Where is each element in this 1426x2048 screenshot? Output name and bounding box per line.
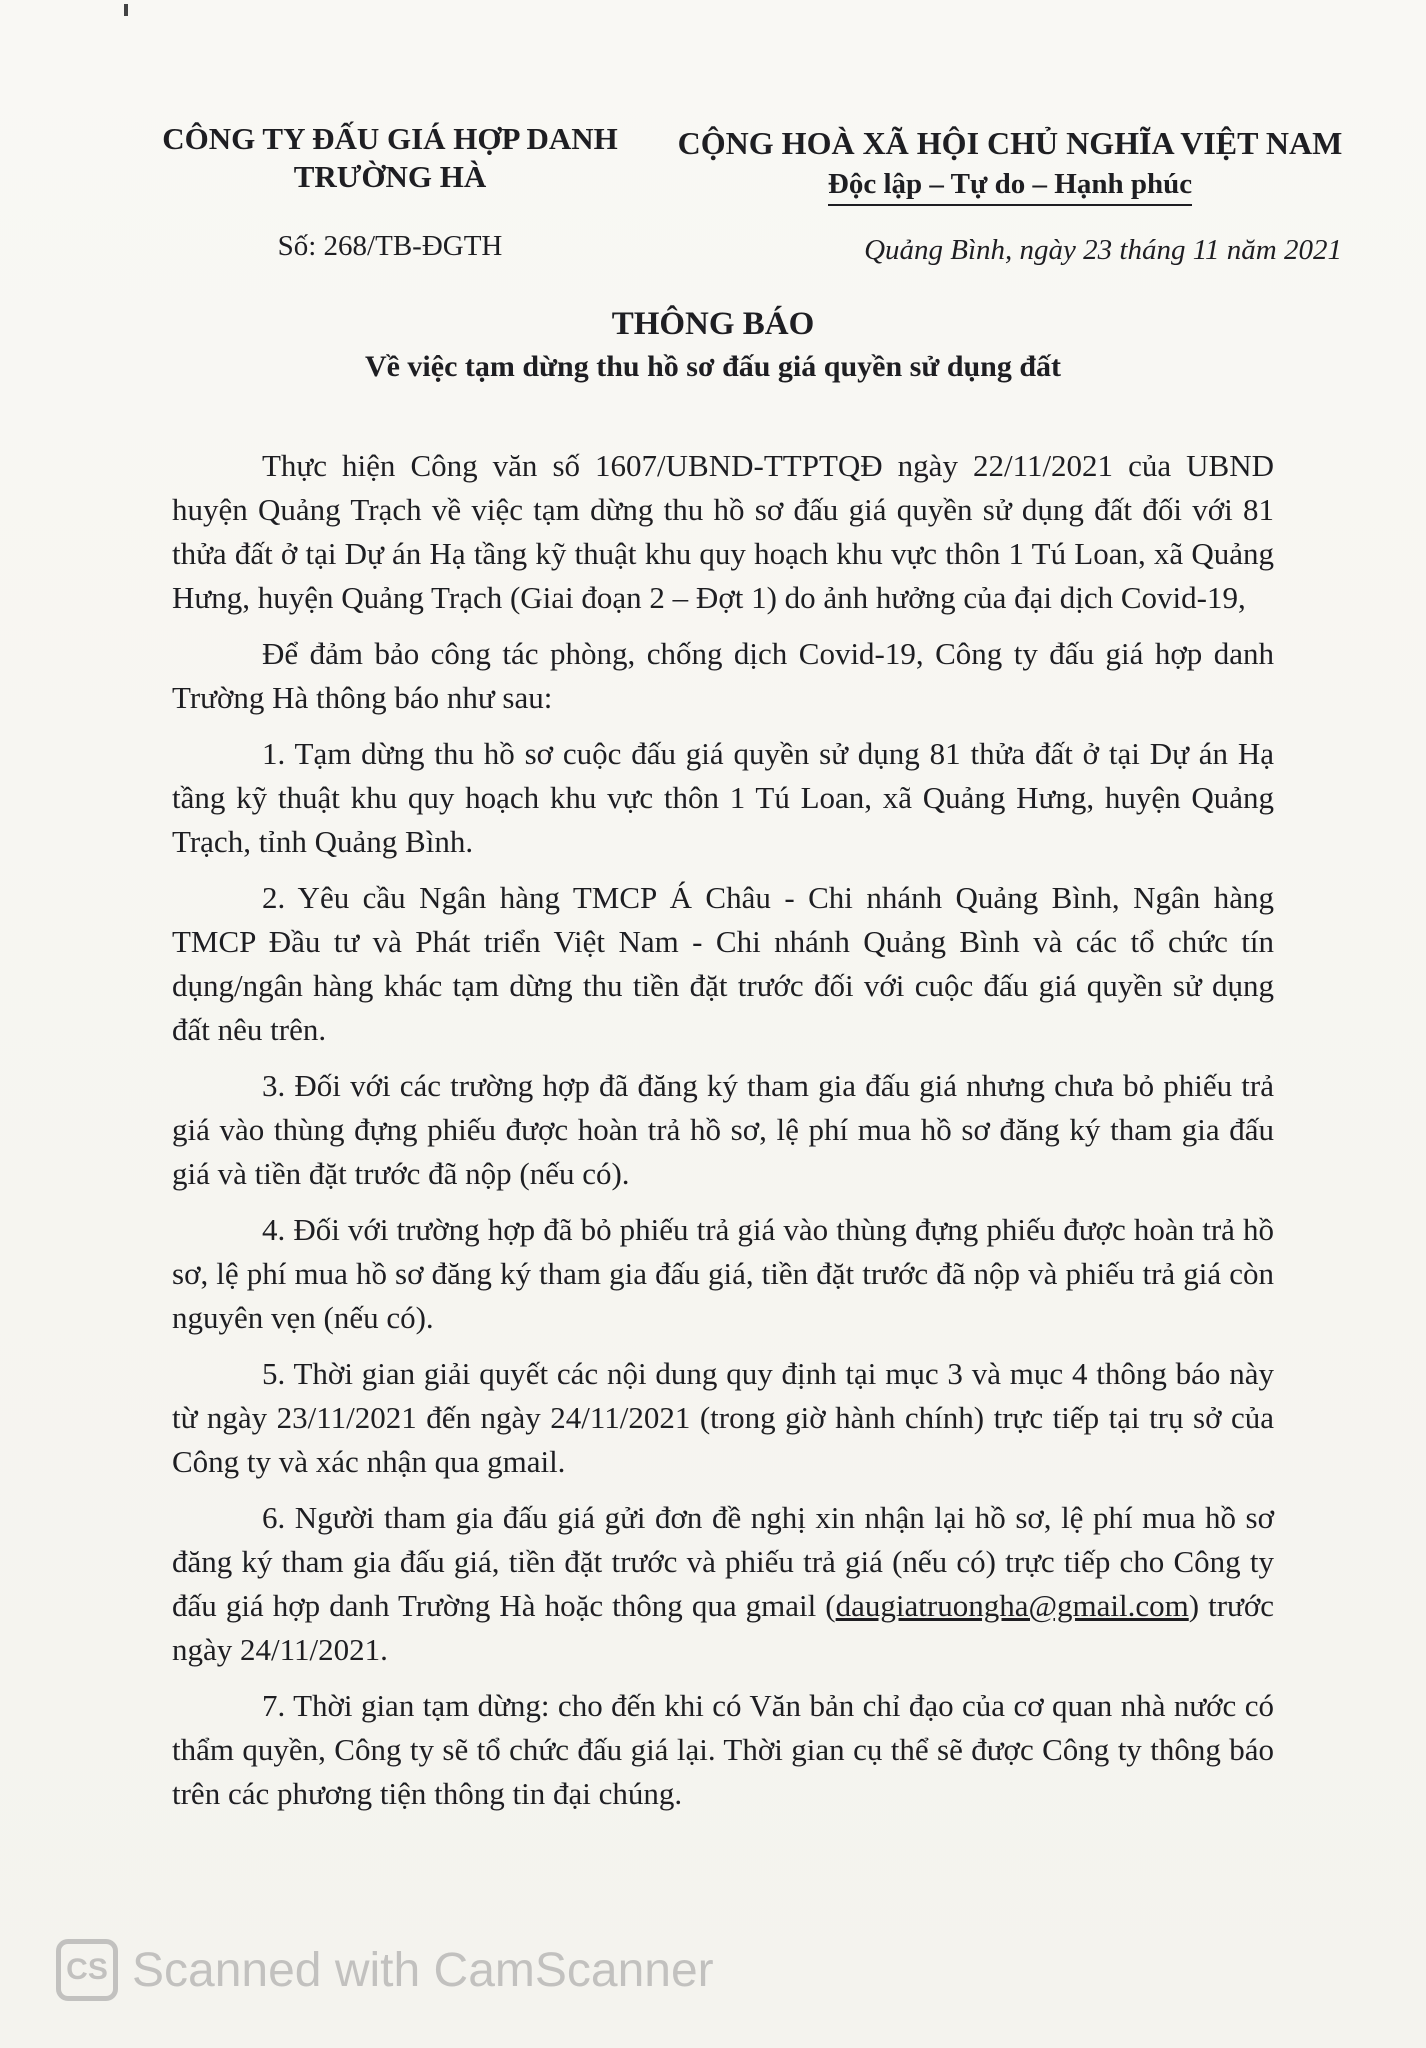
body-paragraph: 5. Thời gian giải quyết các nội dung quy định tại mục 3 và mục 4 thông báo này từ ngày 23/11/2021 đến ngày 24/11/2021 (trong giờ hành chính) trực tiếp tại trụ sở của Công ty và xác nhận qua gmail. xyxy=(172,1356,1274,1479)
body-paragraph-7: 7. Thời gian tạm dừng: cho đến khi có Văn bản chỉ đạo của cơ quan nhà nước có thẩm quyền, Công ty sẽ tổ chức đấu giá lại. Thời gian cụ thể sẽ được Công ty thông báo trên các phương tiện thông tin đại chúng. xyxy=(172,1688,1274,1811)
org-name-line2: TRƯỜNG HÀ xyxy=(293,159,487,194)
para6-after: ) trước ngày 24/11/2021. xyxy=(172,1588,1275,1667)
document-subtitle: Về việc tạm dừng thu hồ sơ đấu giá quyền sử dụng đất xyxy=(364,350,1062,383)
national-title: CỘNG HOÀ XÃ HỘI CHỦ NGHĨA VIỆT NAM xyxy=(677,125,1343,161)
camscanner-text: Scanned with CamScanner xyxy=(132,1943,714,1997)
document-body xyxy=(172,444,1274,1828)
place-and-date: Quảng Bình, ngày 23 tháng 11 năm 2021 xyxy=(864,234,1342,266)
body-paragraph: 3. Đối với các trường hợp đã đăng ký tham gia đấu giá nhưng chưa bỏ phiếu trả giá vào thùng đựng phiếu được hoàn trả hồ sơ, lệ phí mua hồ sơ đăng ký tham gia đấu giá và tiền đặt trước đã nộp (nếu có). xyxy=(172,1068,1274,1191)
scan-mark xyxy=(124,4,128,16)
document-title: THÔNG BÁO xyxy=(611,306,815,342)
body-paragraph-6 xyxy=(172,1496,1274,1672)
national-motto xyxy=(660,166,1360,206)
body-paragraph: Để đảm bảo công tác phòng, chống dịch Covid-19, Công ty đấu giá hợp danh Trường Hà thông báo như sau: xyxy=(172,636,1274,715)
document-number: Số: 268/TB-ĐGTH xyxy=(277,230,503,262)
body-paragraph: Thực hiện Công văn số 1607/UBND-TTPTQĐ ngày 22/11/2021 của UBND huyện Quảng Trạch về việc tạm dừng thu hồ sơ đấu giá quyền sử dụng đất đối với 81 thửa đất ở tại Dự án Hạ tầng kỹ thuật khu quy hoạch khu vực thôn 1 Tú Loan, xã Quảng Hưng, huyện Quảng Trạch (Giai đoạn 2 – Đợt 1) do ảnh hưởng của đại dịch Covid-19, xyxy=(172,448,1274,615)
body-paragraph: 4. Đối với trường hợp đã bỏ phiếu trả giá vào thùng đựng phiếu được hoàn trả hồ sơ, lệ phí mua hồ sơ đăng ký tham gia đấu giá, tiền đặt trước đã nộp và phiếu trả giá còn nguyên vẹn (nếu có). xyxy=(172,1212,1274,1335)
contact-email-link[interactable]: daugiatruongha@gmail.com xyxy=(835,1588,1189,1623)
camscanner-watermark xyxy=(56,1934,714,2006)
camscanner-logo-text: CS xyxy=(66,1953,108,1986)
camscanner-logo xyxy=(56,1939,118,2001)
org-name-line1: CÔNG TY ĐẤU GIÁ HỢP DANH xyxy=(162,121,618,156)
para6-before: 6. Người tham gia đấu giá gửi đơn đề nghị xin nhận lại hồ sơ, lệ phí mua hồ sơ đăng ký tham gia đấu giá, tiền đặt trước và phiếu trả giá (nếu có) trực tiếp cho Công ty đấu giá hợp danh Trường Hà hoặc thông qua gmail ( xyxy=(172,1500,1274,1623)
body-paragraph: 1. Tạm dừng thu hồ sơ cuộc đấu giá quyền sử dụng 81 thửa đất ở tại Dự án Hạ tầng kỹ thuật khu quy hoạch khu vực thôn 1 Tú Loan, xã Quảng Hưng, huyện Quảng Trạch, tỉnh Quảng Bình. xyxy=(172,736,1274,859)
motto-text: Độc lập – Tự do – Hạnh phúc xyxy=(828,166,1192,206)
issuing-organization xyxy=(150,120,630,196)
body-paragraph: 2. Yêu cầu Ngân hàng TMCP Á Châu - Chi nhánh Quảng Bình, Ngân hàng TMCP Đầu tư và Phát triển Việt Nam - Chi nhánh Quảng Bình và các tổ chức tín dụng/ngân hàng khác tạm dừng thu tiền đặt trước đối với cuộc đấu giá quyền sử dụng đất nêu trên. xyxy=(172,880,1274,1047)
